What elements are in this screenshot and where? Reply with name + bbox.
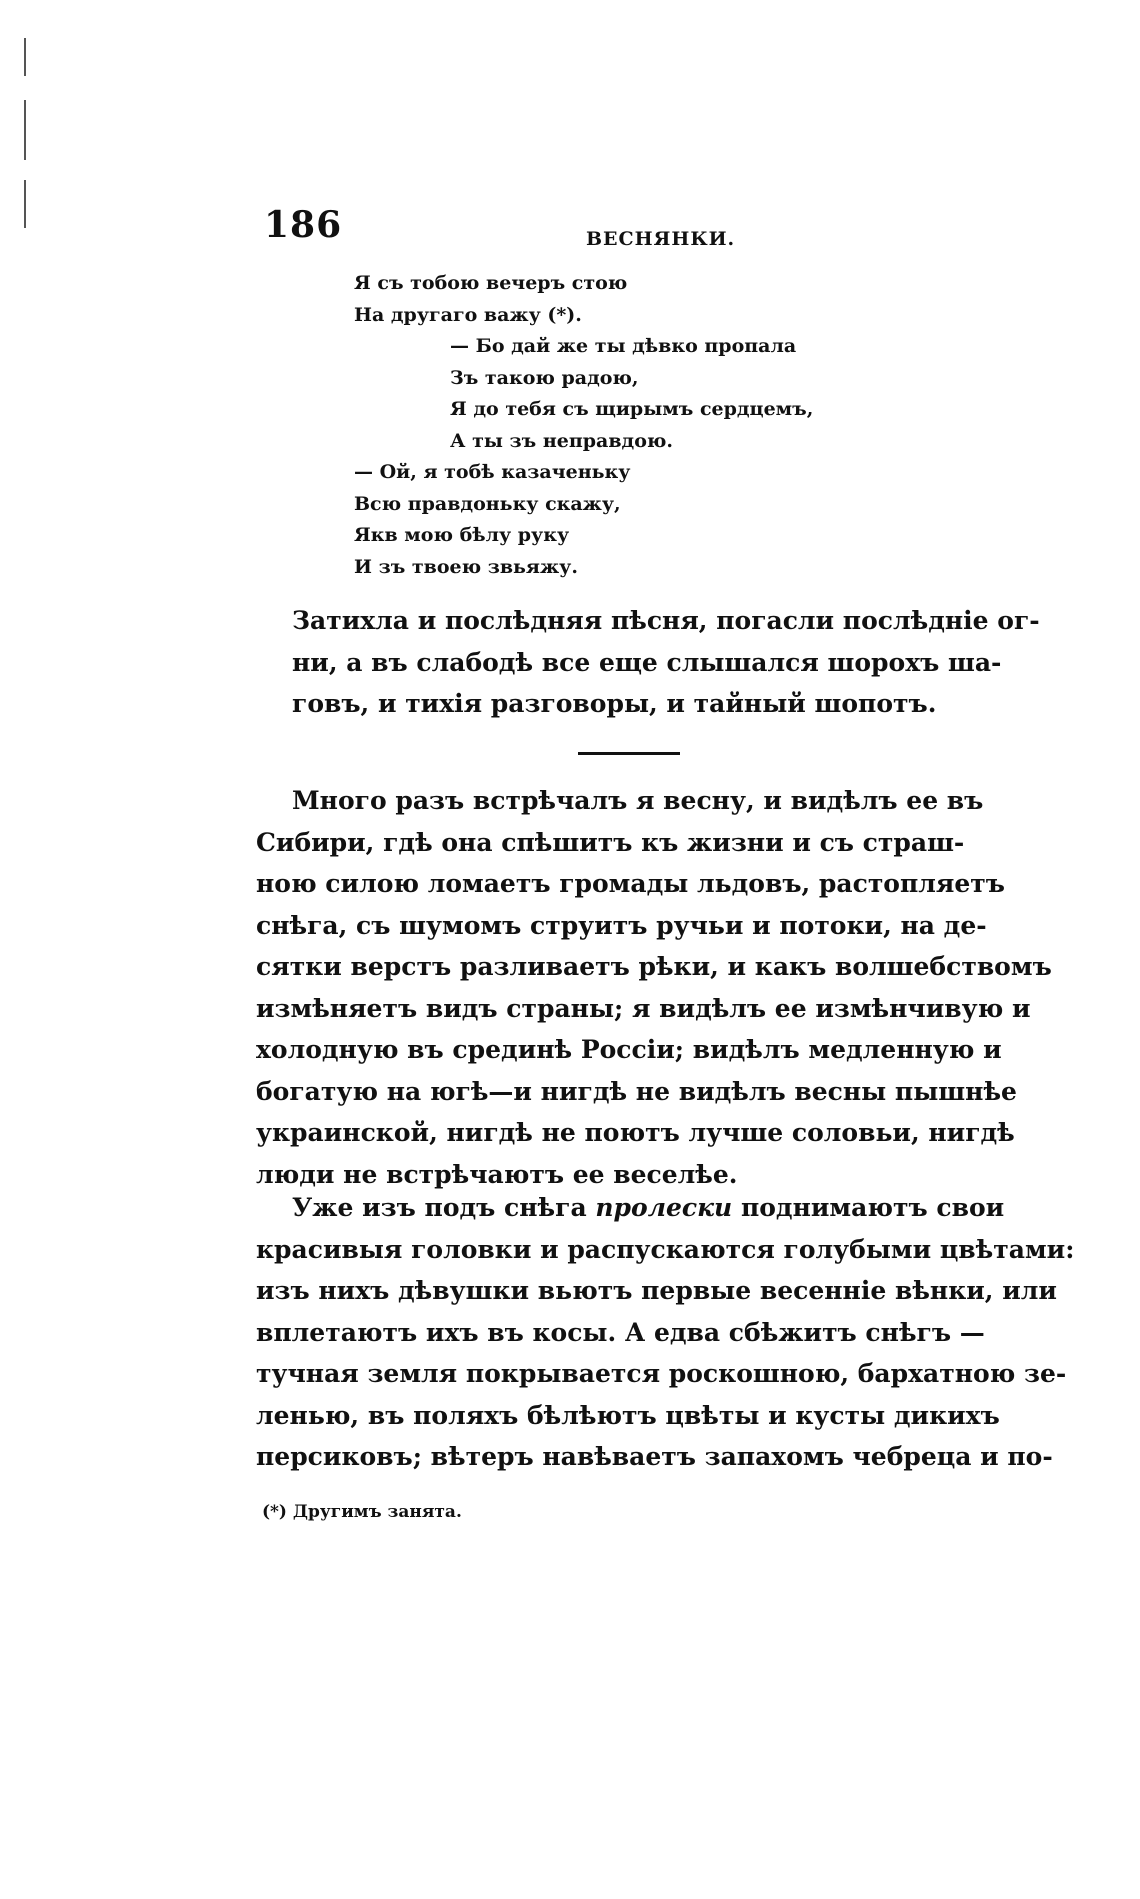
verse-line: И зъ твоею звьяжу. [354, 555, 578, 578]
text-line: холодную въ срединѣ Россіи; видѣлъ медленную и [256, 1035, 1002, 1064]
verse-line: Я до тебя съ щирымъ сердцемъ, [450, 398, 814, 420]
verse-line: На другаго важу (*). [354, 303, 582, 326]
margin-mark [24, 180, 26, 228]
margin-mark [24, 38, 26, 76]
text-fragment: Уже изъ подъ снѣга [292, 1193, 587, 1222]
text-line: сятки верстъ разливаетъ рѣки, и какъ волшебствомъ [256, 952, 1052, 981]
text-line: украинской, нигдѣ не поютъ лучше соловьи, нигдѣ [256, 1118, 1015, 1147]
verse-line: Якв мою бѣлу руку [354, 524, 570, 546]
margin-mark [24, 100, 26, 160]
paragraph-spring [256, 780, 1052, 1195]
text-line: Затихла и послѣдняя пѣсня, погасли послѣдніе ог- [292, 606, 1040, 635]
text-line: снѣга, съ шумомъ струитъ ручьи и потоки, на де- [256, 910, 987, 940]
section-divider [578, 752, 680, 755]
text-line: ною силою ломаетъ громады льдовъ, растопляетъ [256, 869, 1005, 898]
text-line: измѣняетъ видъ страны; я видѣлъ ее измѣнчивую и [256, 993, 1031, 1023]
text-line: ни, а въ слабодѣ все еще слышался шорохъ ша- [292, 647, 1002, 677]
text-line: люди не встрѣчаютъ ее веселѣе. [256, 1159, 738, 1189]
text-line [256, 1187, 1005, 1229]
verse-line: Зъ такою радою, [450, 366, 639, 389]
running-title: ВЕСНЯНКИ. [586, 228, 736, 250]
text-line: персиковъ; вѣтеръ навѣваетъ запахомъ чебреца и по- [256, 1442, 1053, 1471]
text-line: Много разъ встрѣчалъ я весну, и видѣлъ ее въ [292, 786, 984, 815]
text-line: красивыя головки и распускаются голубыми цвѣтами: [256, 1234, 1075, 1264]
text-line: вплетаютъ ихъ въ косы. А едва сбѣжитъ снѣгъ — [256, 1317, 985, 1347]
verse-line: Всю правдоньку скажу, [354, 492, 621, 515]
paragraph-closing-song [292, 600, 1040, 725]
text-line: тучная земля покрывается роскошною, бархатною зе- [256, 1359, 1067, 1388]
text-line: ленью, въ поляхъ бѣлѣютъ цвѣты и кусты дикихъ [256, 1400, 1000, 1430]
text-line: изъ нихъ дѣвушки вьютъ первые весенніе вѣнки, или [256, 1276, 1057, 1305]
verse-line: — Ой, я тобѣ казаченьку [354, 461, 631, 483]
page-number: 186 [264, 204, 343, 246]
italic-word: пролески [595, 1193, 733, 1222]
verse-line: Я съ тобою вечеръ стою [354, 272, 628, 294]
text-line: Сибири, гдѣ она спѣшитъ къ жизни и съ страш- [256, 827, 965, 857]
footnote: (*) Другимъ занята. [262, 1502, 462, 1522]
verse-block [354, 268, 813, 583]
text-line: говъ, и тихія разговоры, и тайный шопотъ. [292, 689, 937, 718]
verse-line: — Бо дай же ты дѣвко пропала [450, 335, 797, 357]
verse-line: А ты зъ неправдою. [450, 429, 673, 452]
paragraph-snowdrops [256, 1187, 1075, 1478]
text-fragment: поднимаютъ свои [740, 1193, 1005, 1222]
text-line: богатую на югѣ—и нигдѣ не видѣлъ весны пышнѣе [256, 1076, 1017, 1106]
